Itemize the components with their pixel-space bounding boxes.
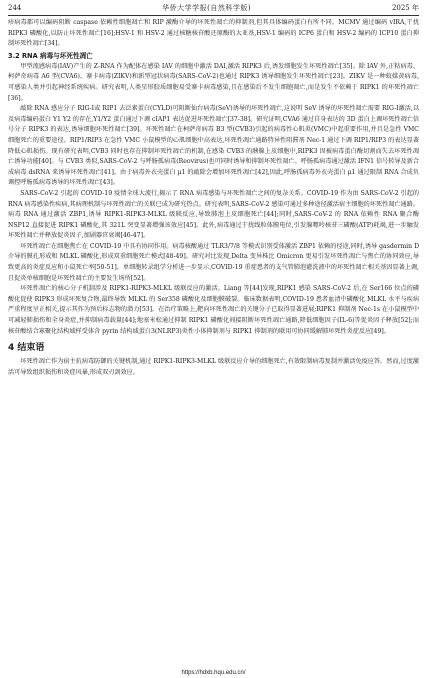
page-number: 244 <box>8 4 22 12</box>
section-title-conclusion: 4 结束语 <box>8 343 45 354</box>
paragraph-sars-cov-2: SARS-CoV-2 引起的 COVID-19 疫情全球大流行,揭示了 RNA 病毒感染与坏死性凋亡之间的复杂关系。COVID-19 作为由 SARS-CoV-2 引起的 RNA 病毒感染性疾病,其病理机制与坏死性凋亡的关联已成为研究热点。研究表明,SARS-CoV-2 感染可通过多种途径激活宿主细胞的坏死性凋亡通路。病毒 RNA 通过激活 ZBP1,诱导 RIPK1-RIPK3-MLKL 级联反应,导致肺泡上皮细胞死亡[44];同时,SARS-CoV-2 的 RNA 依赖性 RNA 聚合酶 NSP12 直接促进 RIPK1 磷酸化,其 321L 突变显著增强该效应[45]。此外,病毒通过干扰线粒体膜电位,引发腺嘌呤核苷三磷酸(ATP)耗竭,进一步触发坏死性凋亡并释放促炎因子,加剧器官衰竭[46-47]。 <box>8 189 419 240</box>
journal-title: 华侨大学学报(自然科学版) <box>162 4 252 12</box>
article-body <box>8 18 419 662</box>
paragraph-iav: 甲型流感病毒(IAV)产生的 Z-RNA 作为配体在感染 IAV 的细胞中激活 DAI,激活 RIPK3 后,诱发细胞发生坏死性凋亡[35]。除 IAV 外,正粘病毒、柯萨奇病毒 A6 型(CVA6)、寨卡病毒(ZIKV)和新型冠状病毒(SARS-CoV-2)也通过 RIPK3 诱导细胞发生坏死性凋亡[23]。ZIKV 是一种蚊媒黄病毒,可感染人类并引起神经系统疾病。研究表明,人类星形胶质细胞易受寨卡病毒感染,且在感染后不发生细胞凋亡,而是发生不依赖于 RIPK1 的坏死性凋亡[36]。 <box>8 62 419 102</box>
subsection-title-rna-virus: 3.2 RNA 病毒与坏死性凋亡 <box>8 51 93 60</box>
paragraph-conclusion: 坏死性凋亡作为宿主抗病毒防御的关键机制,通过 RIPK1-RIPK3-MLKL 级联反应介导的细胞死亡,有效限制病毒复制并激活免疫应答。然而,过度激活可导致组织损伤和炎症风暴,形成双刃剑效应。 <box>8 358 419 376</box>
paragraph-dna-virus-continuation: 疹病毒都可以编码阻断 caspase 依赖性细胞凋亡和 RIP 激酶介导的坏死性凋亡的抑制剂,但其具体编码蛋白有所不同。MCMV 通过编码 vIRA,干扰 RIPK3 磷酸化,以防止坏死性凋亡[16];HSV-1 和 HSV-2 通过核糖核苷酸还原酶的大亚基,HSV-1 编码的 ICP6 蛋白和 HSV-2 编码的 ICP10 蛋白抑制坏死性凋亡[34]。 <box>8 19 419 48</box>
paragraph-sev-cvb3: 敲除 RNA 感应分子 RIG-Ⅰ或 RIP1 去泛素蛋白(CYLD)可阻断仙台病毒(SeV)诱导的坏死性凋亡,这说明 SeV 诱导的坏死性凋亡需要 RIG-Ⅰ激活,以及病毒编码蛋白 Y1 Y2 的存在,Y1/Y2 蛋白通过下调 cIAP1 表达促进坏死性凋亡[37-38]。研究证明,CVA6 通过自身表达的 3D 蛋白上调坏死性凋亡信号分子 RIPK3 的表达,诱导细胞坏死性凋亡[39]。坏死性凋亡在柯萨奇病毒 B3 型(CVB3)引起的病毒性心肌炎(VMC)中起重要作用,并且是急性 VMC 细胞死亡的重要途径。RIP1/RIP3 在急性 VMC 小鼠模型的心肌细胞中高表达,坏死性凋亡通路特异性阻滞剂 Nec-1 通过下调 RIP1/RIP3 的表达显著降低心肌损伤。现有研究表明,CVB3 同时也存在抑制坏死性凋亡的机制,在感染 CVB3 的胰腺上皮细胞中,RIPK3 因被病毒蛋白酶切割而失去坏死性凋亡诱导功能[40]。与 CVB3 类似,SARS-CoV-2 与呼肠孤病毒(Reovirus)也可同时诱导和抑制坏死性凋亡。呼肠孤病毒通过激活 IFN1 信号转导及新合成病毒 dsRNA 来诱导坏死性凋亡[41]。由于病毒外衣壳蛋白 μ1 的敲除会增加坏死性凋亡[42],因此,呼肠孤病毒外衣壳蛋白 μ1 通过限制 RNA 合成负调控呼肠孤病毒诱导的坏死性凋亡[43]。 <box>8 105 419 187</box>
paragraph-molecular-mechanism: 坏死性凋亡的核心分子机制涉及 RIPK1-RIPK3-MLKL 级联反应的激活。Liang 等[44]发现,RIPK1 感染 SARS-CoV-2 后,在 Ser166 位点的磷酸化促使 RIPK3 形成坏死复合物,最终导致 MLKL 的 Ser358 磷酸化及细胞膜破裂。临床数据表明,COVID-19 患者血清中磷酸化 MLKL 水平与疾病严重程度呈正相关,提示其作为预后标志物的潜力[53]。在治疗策略上,靶向坏死性凋亡的关键分子已取得显著进展;RIPK1 抑制剂 Nec-1s 在小鼠模型中可减轻肺损伤和全身炎症,并抑制病毒载量[44];地塞米松通过抑制 RIPK1 磷酸化间接阻断坏死性凋亡通路,降低细胞因子(IL-6)等促炎因子释放[52];而核苷酸结合寡聚化结构域样受体含 pyrin 结构域蛋白3(NLRP3)炎性小体抑制剂与 RIPK1 抑制剂的联用可协同缓解肺坏死性炎症反应[49]。 <box>8 285 419 335</box>
running-header <box>8 2 419 14</box>
publication-year: 2025 年 <box>391 4 419 12</box>
paragraph-pyroptosis: 坏死性凋亡在细胞焦亡在 COVID-19 中具有协同作用。病毒核酸通过 TLR3/7/8 等模式识别受体激活 ZBP1 依赖的径途,同时,诱导 gasdermin D 介导的膜孔形成和 MLKL 磷酸化,形成双重细胞死亡模式[48-49]。研究对比发现,Delta 变异株比 Omicron 更易引发坏死性凋亡与焦亡的协同效应,导致更高的炎症反应和小鼠死亡率[50-51]。单细胞转录组学分析进一步显示,COVID-19 重症患者的支气管肺泡灌洗液中的坏死性凋亡相关基因显著上调,且促炎单核细胞是坏死性凋亡的主要发生场所[52]。 <box>8 242 419 282</box>
header-rule <box>8 15 419 16</box>
footer-url[interactable]: https://hdxb.hqu.edu.cn/ <box>181 670 246 676</box>
